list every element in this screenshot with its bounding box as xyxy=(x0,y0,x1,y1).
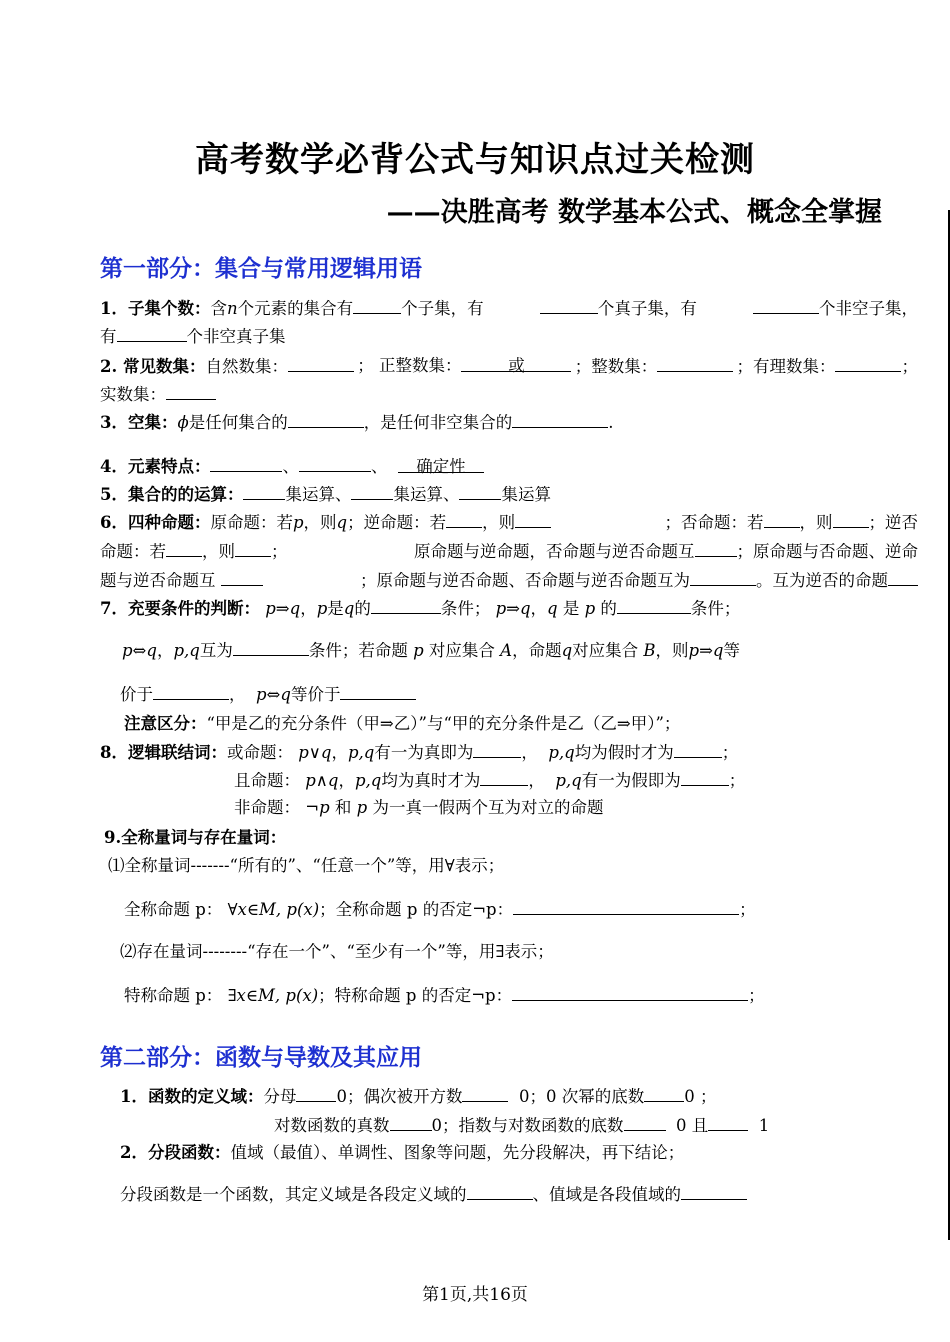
q1-blank-nonempty-proper[interactable] xyxy=(117,325,187,342)
q6-blank[interactable] xyxy=(695,540,737,557)
q2-or-text: 或 xyxy=(508,356,525,375)
q2-blank-natural[interactable] xyxy=(288,355,354,372)
q7-var: p xyxy=(316,599,328,618)
q7-var: B xyxy=(643,641,656,660)
q7-text: ，命题 xyxy=(512,641,562,660)
q7-text: ， xyxy=(156,641,174,660)
q4-answer-text: 确定性 xyxy=(416,457,466,476)
q8-text: 或命题： xyxy=(226,743,293,762)
q6-text: 命题：若 xyxy=(100,542,166,561)
q8-text: ， xyxy=(521,743,538,762)
p2-q2-text: 值域（最值）、单调性、图象等问题，先分段解决，再下结论； xyxy=(230,1143,685,1162)
q7-var: A xyxy=(500,641,513,660)
p2-q1-text: 1 xyxy=(758,1116,770,1135)
q8-not-line xyxy=(234,797,603,819)
q6-line3 xyxy=(100,569,918,592)
q8-math: p∨q xyxy=(298,743,332,762)
q6-blank[interactable] xyxy=(888,569,918,586)
section-heading-part2: 第二部分：函数与导数及其应用 xyxy=(100,1045,422,1071)
q8-text: 有一为假即为 xyxy=(581,771,681,790)
q6-text: ，则 xyxy=(482,513,516,532)
q8-text: ， xyxy=(528,771,545,790)
q7-text: 条件； xyxy=(440,599,491,618)
q9-existential-prop xyxy=(124,984,765,1007)
q1-line2 xyxy=(100,325,286,348)
p2-q1-line1 xyxy=(120,1085,716,1108)
q1-text: 个非空真子集 xyxy=(186,327,286,346)
q5-label: 5．集合的的运算： xyxy=(100,485,244,504)
q4-blank-1[interactable] xyxy=(210,455,282,472)
q2-line2 xyxy=(100,383,216,406)
p2-q1-blank[interactable] xyxy=(296,1085,336,1102)
q2-blank-positive[interactable] xyxy=(461,355,571,375)
q6-text: 。互为逆否的命题 xyxy=(756,571,888,590)
p2-q2-line1 xyxy=(120,1142,684,1164)
q8-blank[interactable] xyxy=(473,741,521,758)
q2-text: ； xyxy=(901,357,918,376)
q6-blank[interactable] xyxy=(515,511,551,528)
q8-math: p∧q xyxy=(305,771,339,790)
q1-var: n xyxy=(226,299,238,318)
q7-blank[interactable] xyxy=(153,683,229,700)
q1-label: 1．子集个数： xyxy=(100,299,211,318)
q7-math: p⇒q xyxy=(688,641,724,660)
q7-line3 xyxy=(120,683,416,706)
q8-math: p,q xyxy=(354,771,382,790)
q8-text: ， xyxy=(331,743,348,762)
q4-label: 4．元素特点： xyxy=(100,457,211,476)
q7-var: p xyxy=(413,641,424,660)
q8-math: p,q xyxy=(347,743,375,762)
q6-text: 题与逆否命题互 xyxy=(100,571,216,590)
q9-label: 9.全称量词与存在量词： xyxy=(104,828,287,847)
q2-label: 2. 常见数集： xyxy=(100,357,206,376)
q7-note-text: “甲是乙的充分条件（甲⇒乙）”与“甲的充分条件是乙（乙⇒甲）”； xyxy=(206,714,681,733)
p2-q1-label: 1．函数的定义域： xyxy=(120,1087,264,1106)
p2-q1-text: 对数函数的真数 xyxy=(274,1116,390,1135)
page-title: 高考数学必背公式与知识点过关检测 xyxy=(195,140,755,180)
p2-q2-label: 2．分段函数： xyxy=(120,1143,231,1162)
q6-blank[interactable] xyxy=(833,511,869,528)
q9-text: 全称命题 p： xyxy=(124,900,223,919)
q9-universal: ⑴全称量词-------“所有的”、“任意一个”等，用∀表示； xyxy=(108,856,505,875)
q4-blank-2[interactable] xyxy=(299,455,371,472)
q6-line1 xyxy=(100,511,918,534)
q7-text: 对应集合 xyxy=(572,641,639,660)
q8-math: ¬p xyxy=(305,798,330,817)
q6-text: ；逆命题：若 xyxy=(347,513,447,532)
q3-label: 3．空集： xyxy=(100,413,178,432)
q9-text: ； xyxy=(739,900,756,919)
q7-var: q xyxy=(547,599,558,618)
p2-q1-line2 xyxy=(274,1114,769,1137)
p2-q2-blank-range[interactable] xyxy=(681,1183,747,1200)
q6-var: q xyxy=(336,513,348,532)
q9-math: ∀x∈M, p(x) xyxy=(227,900,320,919)
q9-existential: ⑵存在量词--------“存在一个”、“至少有一个”等，用∃表示； xyxy=(120,942,554,961)
q8-text: 非命题： xyxy=(234,798,300,817)
q1-text: 个真子集，有 xyxy=(597,299,697,318)
q1-text: 含 xyxy=(210,299,227,318)
q8-blank[interactable] xyxy=(674,741,722,758)
q7-line2 xyxy=(122,639,740,662)
q7-text: 等价于 xyxy=(290,685,341,704)
q8-label: 8．逻辑联结词： xyxy=(100,743,227,762)
q3-text: ，是任何非空集合的 xyxy=(363,413,513,432)
q3-phi: ϕ xyxy=(177,413,189,432)
q5-blank-2[interactable] xyxy=(351,483,393,500)
q6-text: 原命题：若 xyxy=(210,513,293,532)
q7-math: p⇒q xyxy=(265,599,301,618)
q6-text: ；原命题与逆否命题、否命题与逆否命题互为 xyxy=(360,571,690,590)
q5-blank-1[interactable] xyxy=(243,483,285,500)
q7-text: ， xyxy=(530,599,548,618)
q7-text: 是 xyxy=(327,599,344,618)
q7-text: 互为 xyxy=(199,641,233,660)
q7-text: 条件； xyxy=(690,599,741,618)
q6-blank[interactable] xyxy=(221,569,263,586)
p2-q2-blank-domain[interactable] xyxy=(467,1183,533,1200)
q8-text: ； xyxy=(728,771,746,790)
q1-text: 个元素的集合有 xyxy=(237,299,354,318)
q2-line1 xyxy=(100,355,918,378)
q3-blank-2[interactable] xyxy=(512,411,608,428)
q7-text: ， xyxy=(300,599,317,618)
q7-text: 等 xyxy=(723,641,740,660)
q7-blank[interactable] xyxy=(371,597,441,614)
p2-q1-blank[interactable] xyxy=(624,1114,666,1131)
q2-text: 自然数集： xyxy=(205,357,288,376)
q6-var: p xyxy=(292,513,304,532)
q1-blank-nonempty[interactable] xyxy=(753,297,819,314)
q8-text: 有一为真即为 xyxy=(374,743,474,762)
q4-answer xyxy=(398,456,484,476)
q6-text: ，则 xyxy=(202,542,235,561)
p2-q1-text: 0 ； xyxy=(684,1087,717,1106)
q4-line xyxy=(100,455,484,478)
q6-blank[interactable] xyxy=(764,511,800,528)
q7-text: 的 xyxy=(600,599,617,618)
section-heading-part1: 第一部分：集合与常用逻辑用语 xyxy=(100,256,422,282)
page-footer: 第1页,共16页 xyxy=(422,1285,528,1305)
q7-math: p⇔q xyxy=(256,685,291,704)
q9-label-line xyxy=(104,827,286,849)
q8-text: 均为真时才为 xyxy=(381,771,481,790)
q5-text: 集运算、 xyxy=(393,485,460,504)
q4-text: 、 xyxy=(370,457,388,476)
q2-blank-integer[interactable] xyxy=(657,355,733,372)
q9-text: 特称命题 p： xyxy=(124,986,223,1005)
q3-blank-1[interactable] xyxy=(288,411,364,428)
q6-text: ，则 xyxy=(799,513,833,532)
q8-text: 且命题： xyxy=(234,771,300,790)
q7-text: ， xyxy=(229,685,246,704)
q1-blank-proper[interactable] xyxy=(540,297,598,314)
p2-q1-text: 0；0 次幂的底数 xyxy=(518,1087,645,1106)
q2-blank-rational[interactable] xyxy=(835,355,901,372)
p2-q2-text: 、值域是各段值域的 xyxy=(532,1185,681,1204)
q7-text: 价于 xyxy=(120,685,153,704)
p2-q1-text: 分母 xyxy=(263,1087,297,1106)
q2-text: 实数集： xyxy=(100,385,166,404)
q8-blank[interactable] xyxy=(681,769,729,786)
q1-blank-subsets[interactable] xyxy=(353,297,401,314)
q8-math: p,q xyxy=(555,771,582,790)
q1-text: 有 xyxy=(100,327,117,346)
q6-blank[interactable] xyxy=(235,540,271,557)
q7-text: 是 xyxy=(562,599,580,618)
q6-text: ；逆否 xyxy=(868,513,918,532)
q7-var: q xyxy=(343,599,355,618)
q8-text: 为一真一假两个互为对立的命题 xyxy=(372,798,604,817)
q7-text: 条件；若命题 xyxy=(308,641,408,660)
q8-math: p,q xyxy=(548,743,575,762)
p2-q1-blank[interactable] xyxy=(390,1114,432,1131)
q7-line1 xyxy=(100,597,740,620)
q9-text: ；特称命题 p 的否定¬p： xyxy=(318,986,513,1005)
q3-text: 是任何集合的 xyxy=(188,413,288,432)
page-subtitle: ——决胜高考 数学基本公式、概念全掌握 xyxy=(386,197,882,228)
q6-text: ，则 xyxy=(303,513,337,532)
p2-q1-blank[interactable] xyxy=(644,1085,684,1102)
q7-text: 对应集合 xyxy=(428,641,495,660)
q9-text: ；全称命题 p 的否定¬p： xyxy=(319,900,514,919)
q2-text: ； 正整数集： xyxy=(357,356,462,375)
q7-math: p,q xyxy=(173,641,200,660)
q7-text: 的 xyxy=(354,599,371,618)
q8-blank[interactable] xyxy=(480,769,528,786)
q5-text: 集运算 xyxy=(501,485,551,504)
q1-text: 个子集，有 xyxy=(401,299,484,318)
q9-blank-existential-negation[interactable] xyxy=(512,984,748,1001)
q9-universal-prop xyxy=(124,898,756,921)
q5-blank-3[interactable] xyxy=(459,483,501,500)
q7-blank[interactable] xyxy=(233,639,309,656)
q2-text: ；有理数集： xyxy=(736,357,836,376)
q6-text: ； xyxy=(271,542,288,561)
q2-text: ；整数集： xyxy=(574,357,658,376)
q6-text: 原命题与逆命题，否命题与逆否命题互 xyxy=(414,542,695,561)
q8-text: 均为假时才为 xyxy=(574,743,674,762)
q9-math: ∃x∈M, p(x) xyxy=(227,986,319,1005)
q5-text: 集运算、 xyxy=(285,485,352,504)
p2-q2-text: 分段函数是一个函数，其定义域是各段定义域的 xyxy=(120,1185,467,1204)
q7-math: p⇔q xyxy=(122,641,157,660)
q8-text: ， xyxy=(338,771,355,790)
q7-var: p xyxy=(584,599,596,618)
q8-text: 和 xyxy=(334,798,352,817)
q8-text: ； xyxy=(721,743,739,762)
p2-q1-blank[interactable] xyxy=(708,1114,748,1131)
q6-line2 xyxy=(100,540,918,563)
q7-math: p⇒q xyxy=(495,599,531,618)
q6-blank[interactable] xyxy=(446,511,482,528)
q9-blank-universal-negation[interactable] xyxy=(513,898,739,915)
q3-text: . xyxy=(608,413,614,432)
q5-line xyxy=(100,483,551,506)
q7-note xyxy=(124,713,680,735)
q8-or-line xyxy=(100,741,738,764)
q3-line xyxy=(100,411,613,434)
q1-text: 个非空子集， xyxy=(819,299,918,318)
q8-var: p xyxy=(356,798,368,817)
p2-q2-line2 xyxy=(120,1183,747,1206)
q8-and-line xyxy=(234,769,745,792)
q7-var: q xyxy=(561,641,573,660)
q6-text: ；否命题：若 xyxy=(664,513,764,532)
p2-q1-text: 0；指数与对数函数的底数 xyxy=(431,1116,624,1135)
p2-q1-text: 0 且 xyxy=(676,1116,709,1135)
q6-blank[interactable] xyxy=(166,540,202,557)
q6-text: ；原命题与否命题、逆命 xyxy=(736,542,918,561)
q6-label: 6．四种命题： xyxy=(100,513,211,532)
q7-label: 7．充要条件的判断： xyxy=(100,599,260,618)
q7-blank[interactable] xyxy=(617,597,691,614)
q9-text: ； xyxy=(748,986,765,1005)
q7-note-label: 注意区分： xyxy=(124,714,207,733)
q6-blank[interactable] xyxy=(690,569,756,586)
q2-blank-real[interactable] xyxy=(166,383,216,400)
q7-text: ，则 xyxy=(655,641,689,660)
p2-q1-text: 0；偶次被开方数 xyxy=(336,1087,463,1106)
q7-blank[interactable] xyxy=(340,683,416,700)
p2-q1-blank[interactable] xyxy=(462,1085,508,1102)
q4-text: 、 xyxy=(282,457,299,476)
q1-line1 xyxy=(100,297,918,320)
